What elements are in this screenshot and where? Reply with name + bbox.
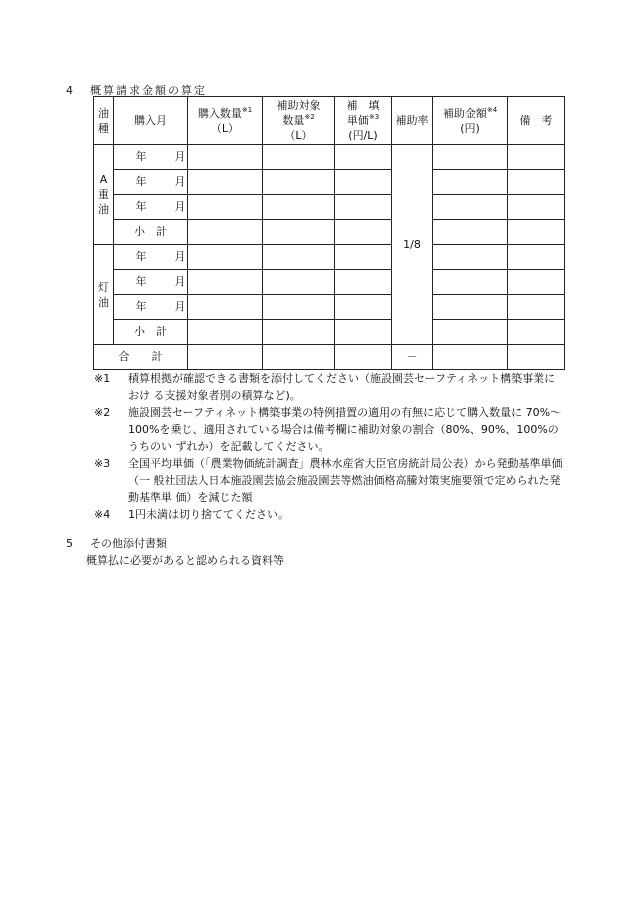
- note-text: 1円未満は切り捨ててください。: [128, 508, 289, 521]
- header-subsidy-qty: 補助対象 数量$^{※2}$ （L）: [263, 97, 335, 145]
- table-row: [94, 170, 565, 195]
- amount-cell: [433, 145, 508, 170]
- month-cell: 年 月: [114, 195, 188, 220]
- remarks-cell: [508, 195, 565, 220]
- note-ref-1: ※1: [241, 105, 253, 114]
- subsidy-qty-cell: [263, 195, 335, 220]
- purchase-qty-cell: [188, 245, 263, 270]
- subsidy-qty-cell: [263, 270, 335, 295]
- header-purchase-qty: 購入数量$^{※1}$ （L）: [188, 97, 263, 145]
- section-title-text: 概算請求金額の算定: [90, 84, 207, 97]
- month-cell: 年 月: [114, 245, 188, 270]
- remarks-cell: [508, 270, 565, 295]
- unit-price-cell: [335, 270, 392, 295]
- purchase-qty-cell: [188, 170, 263, 195]
- subtotal-label: 小 計: [114, 320, 188, 345]
- remarks-cell: [508, 145, 565, 170]
- notes-list: [94, 370, 564, 523]
- month-cell: 年 月: [114, 270, 188, 295]
- unit-price-cell: [335, 145, 392, 170]
- note-ref-4: ※4: [486, 105, 498, 114]
- note-mark: ※3: [94, 457, 111, 470]
- header-row: [94, 97, 565, 145]
- unit-price-cell: [335, 195, 392, 220]
- remarks-cell: [508, 245, 565, 270]
- note-item: [94, 506, 564, 523]
- remarks-cell: [508, 295, 565, 320]
- subsidy-qty-cell: [263, 345, 335, 370]
- remarks-cell: [508, 345, 565, 370]
- total-label: 合 計: [94, 345, 188, 370]
- rate-cell: 1/8: [392, 145, 433, 345]
- note-ref-2: ※2: [304, 113, 315, 121]
- note-item: [94, 455, 564, 506]
- amount-cell: [433, 220, 508, 245]
- subtotal-row: [94, 220, 565, 245]
- table-row: [94, 195, 565, 220]
- header-amount: 補助金額$^{※4}$ (円): [433, 97, 508, 145]
- subtotal-label: 小 計: [114, 220, 188, 245]
- month-cell: 年 月: [114, 145, 188, 170]
- table-row: [94, 145, 565, 170]
- header-rate: 補助率: [392, 97, 433, 145]
- section-5-body: 概算払に必要があると認められる資料等: [86, 554, 284, 567]
- total-rate-cell: －: [392, 345, 433, 370]
- purchase-qty-cell: [188, 145, 263, 170]
- table-row: [94, 270, 565, 295]
- purchase-qty-cell: [188, 195, 263, 220]
- month-cell: 年 月: [114, 295, 188, 320]
- amount-cell: [433, 295, 508, 320]
- header-fuel-type: 油 種: [94, 97, 114, 145]
- note-mark: ※1: [94, 372, 111, 385]
- fuel-a-heavy-oil-label: A 重 油: [94, 145, 114, 245]
- amount-cell: [433, 195, 508, 220]
- remarks-cell: [508, 320, 565, 345]
- note-item: [94, 404, 564, 455]
- amount-cell: [433, 320, 508, 345]
- note-text: 施設園芸セーフティネット構築事業の特例措置の適用の有無に応じて購入数量に 70%～ 100%を乗じ、適用されている場合は備考欄に補助対象の割合（80%、90%、100%のうちのい ずれか）を記載してください。: [128, 406, 562, 453]
- section-number: 5: [66, 537, 73, 550]
- amount-cell: [433, 245, 508, 270]
- section-number: 4: [66, 84, 73, 97]
- section-title-text: その他添付書類: [90, 537, 167, 550]
- unit-price-cell: [335, 295, 392, 320]
- purchase-qty-cell: [188, 320, 263, 345]
- amount-cell: [433, 345, 508, 370]
- header-remarks: 備 考: [508, 97, 565, 145]
- unit-price-cell: [335, 345, 392, 370]
- purchase-qty-cell: [188, 270, 263, 295]
- subsidy-qty-cell: [263, 170, 335, 195]
- unit-price-cell: [335, 170, 392, 195]
- amount-cell: [433, 170, 508, 195]
- table-row: [94, 245, 565, 270]
- month-cell: 年 月: [114, 170, 188, 195]
- estimate-table: [93, 96, 565, 370]
- fuel-kerosene-label: 灯 油: [94, 245, 114, 345]
- header-purchase-month: 購入月: [114, 97, 188, 145]
- note-text: 全国平均単価（「農業物価統計調査」農林水産省大臣官房統計局公表）から発動基準単価（一 般社団法人日本施設園芸協会施設園芸等燃油価格高騰対策実施要領で定められた発動基準単 価）を減じた額: [128, 457, 563, 504]
- header-unit-price: 補 填 単価$^{※3}$ (円/L): [335, 97, 392, 145]
- subtotal-row: [94, 320, 565, 345]
- purchase-qty-cell: [188, 220, 263, 245]
- unit-price-cell: [335, 220, 392, 245]
- note-mark: ※4: [94, 508, 111, 521]
- note-mark: ※2: [94, 406, 111, 419]
- amount-cell: [433, 270, 508, 295]
- remarks-cell: [508, 170, 565, 195]
- purchase-qty-cell: [188, 295, 263, 320]
- note-item: [94, 370, 564, 404]
- note-text: 積算根拠が確認できる書類を添付してください（施設園芸セーフティネット構築事業におけ る支援対象者別の積算など)。: [128, 372, 556, 402]
- subsidy-qty-cell: [263, 145, 335, 170]
- note-ref-3: ※3: [368, 113, 380, 121]
- unit-price-cell: [335, 245, 392, 270]
- remarks-cell: [508, 220, 565, 245]
- section-5-title: [66, 535, 284, 552]
- subsidy-qty-cell: [263, 295, 335, 320]
- subsidy-qty-cell: [263, 220, 335, 245]
- section-5: [66, 535, 284, 569]
- table-row: [94, 295, 565, 320]
- subsidy-qty-cell: [263, 245, 335, 270]
- subsidy-qty-cell: [263, 320, 335, 345]
- purchase-qty-cell: [188, 345, 263, 370]
- total-row: [94, 345, 565, 370]
- unit-price-cell: [335, 320, 392, 345]
